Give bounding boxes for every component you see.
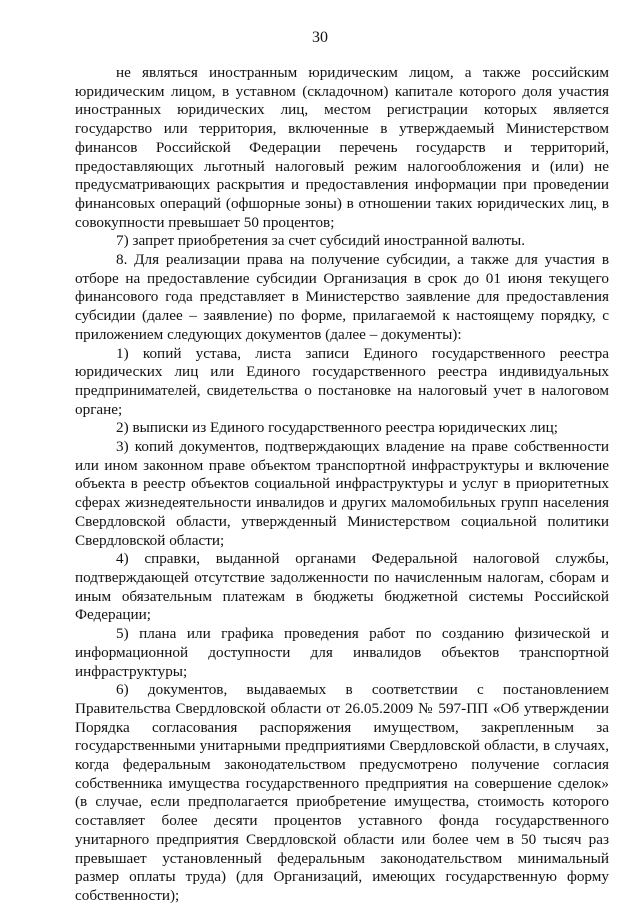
paragraph-item-2: 2) выписки из Единого государственного реестра юридических лиц;: [116, 419, 559, 437]
paragraph-item-1: 1) копий устава, листа записи Единого государственного реестра юридических лиц или Единого государственного реестра индивидуальных предпринимателей, свидетельства о постановке на налоговый учет в налоговом органе;: [75, 344, 609, 418]
document-body: [75, 64, 609, 906]
paragraph-item-6: 6) документов, выдаваемых в соответствии с постановлением Правительства Свердловской области от 26.05.2009 № 597-ПП «Об утверждении Порядка согласования распоряжения имуществом, закрепленным за государственными унитарными предприятиями Свердловской области, в случаях, когда федеральным законодательством предусмотрено получение согласия собственника имущества государственного предприятия на совершение сделок» (в случае, если предполагается приобретение имущества, стоимость которого составляет более десяти процентов уставного фонда государственного унитарного предприятия Свердловской области или более чем в 50 тысяч раз превышает установленный федеральным законодательством минимальный размер оплаты труда) (для Организаций, имеющих государственную форму собственности);: [75, 681, 609, 904]
paragraph-item-3: 3) копий документов, подтверждающих владение на праве собственности или ином законном праве объектом транспортной инфраструктуры и включение объекта в реестр объектов социальной инфраструктуры и услуг в приоритетных сферах жизнедеятельности инвалидов и других маломобильных групп населения Свердловской области, утвержденный Министерством социальной политики Свердловской области;: [75, 438, 609, 549]
paragraph-item-5: 5) плана или графика проведения работ по созданию физической и информационной доступности для инвалидов объектов транспортной инфраструктуры;: [75, 625, 609, 680]
paragraph-item-4: 4) справки, выданной органами Федеральной налоговой службы, подтверждающей отсутствие задолженности по начисленным налогам, сборам и иным обязательным платежам в бюджеты бюджетной системы Российской Федерации;: [75, 550, 609, 624]
paragraph-clause-8: 8. Для реализации права на получение субсидии, а также для участия в отборе на предоставление субсидии Организация в срок до 01 июня текущего финансового года представляет в Министерство заявление для предоставления субсидии (далее – заявление) по форме, прилагаемой к настоящему порядку, с приложением следующих документов (далее – документы):: [75, 251, 609, 343]
paragraph-item-7: 7) запрет приобретения за счет субсидий иностранной валюты.: [116, 232, 526, 250]
paragraph-foreign-entity-condition: не являться иностранным юридическим лицом, а также российским юридическим лицом, в уставном (складочном) капитале которого доля участия иностранных юридических лиц, местом регистрации которых является государство или территория, включенные в утверждаемый Министерством финансов Российской Федерации перечень государств и территорий, предоставляющих льготный налоговый режим налогообложения и (или) не предусматривающих раскрытия и предоставления информации при проведении финансовых операций (офшорные зоны) в отношении таких юридических лиц, в совокупности превышает 50 процентов;: [75, 64, 609, 231]
page-number: 30: [312, 29, 328, 46]
